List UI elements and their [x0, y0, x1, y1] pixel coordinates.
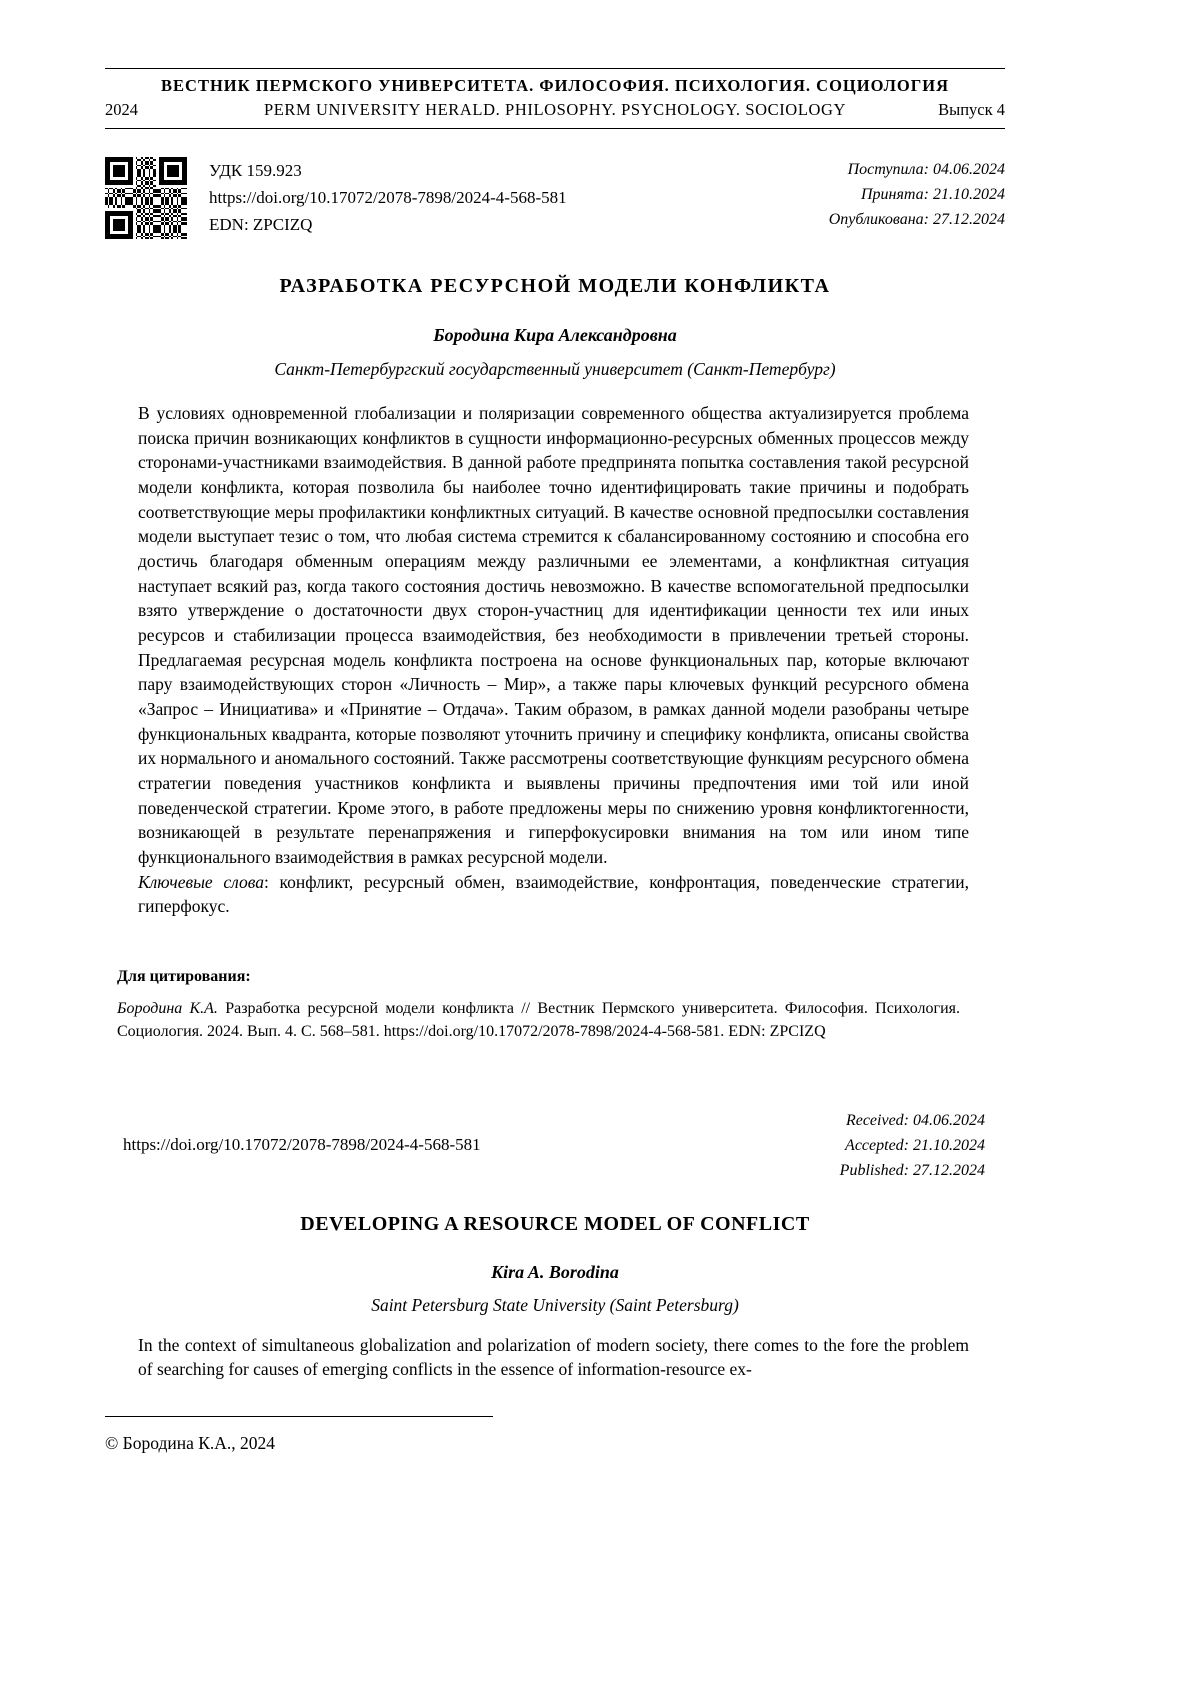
document-page [105, 0, 1005, 1454]
accepted-date-ru: Принята: 21.10.2024 [860, 186, 1005, 203]
abstract-text-en: In the context of simultaneous globalization and polarization of modern society, there comes to the fore the problem of searching for causes of emerging conflicts in the essence of information-resource ex- [138, 1334, 969, 1380]
affiliation-ru: Санкт-Петербургский государственный университет (Санкт-Петербург) [274, 359, 836, 379]
abstract-text-ru: В условиях одновременной глобализации и поляризации современного общества актуализируется проблема поиска причин возникающих конфликтов в сущности информационно-ресурсных обменных процессов между сторонами-участниками взаимодействия. В данной работе предпринята попытка составления такой ресурсной модели конфликта, которая позволила бы наиболее точно идентифицировать такие причины и подобрать соответствующие меры профилактики конфликтных ситуаций. В качестве основной предпосылки составления модели выступает тезис о том, что любая система стремится к сбалансированному состоянию и способна его достичь благодаря обменным операциям между различными ее элементами, а конфликтная ситуация наступает всякий раз, когда такого состояния достичь невозможно. В качестве вспомогательной предпосылки взято утверждение о достаточности двух сторон-участниц для идентификации ценности тех или иных ресурсов и стабилизации процесса взаимодействия, без необходимости в привлечении третьей стороны. Предлагаемая ресурсная модель конфликта построена на основе функциональных пар, которые включают пару взаимодействующих сторон «Личность – Мир», а также пары ключевых функций ресурсного обмена «Запрос – Инициатива» и «Принятие – Отдача». Таким образом, в рамках данной модели разобраны четыре функциональных квадранта, которые позволяют уточнить причину и специфику конфликта, описаны свойства их нормального и аномального состояний. Также рассмотрены соответствующие функциям ресурсного обмена стратегии поведения участников конфликта и выявлены причины предпочтения ими той или иной поведенческой стратегии. Кроме этого, в работе предложены меры по снижению уровня конфликтогенности, возникающей в результате перенапряжения и гиперфокусировки внимания на том или ином типе функционального взаимодействия в рамках ресурсной модели. [138, 403, 969, 868]
keywords-label-ru: Ключевые слова [138, 871, 264, 892]
qr-finder-top-right [159, 157, 187, 185]
citation-label: Для цитирования: [117, 968, 251, 986]
doi-link-ru: https://doi.org/10.17072/2078-7898/2024-4-568-581 [209, 188, 567, 207]
journal-year: 2024 [105, 100, 138, 119]
citation-author: Бородина К.А. [117, 1000, 218, 1018]
abstract-block-ru [105, 401, 1005, 919]
header-bottom-rule [105, 128, 1005, 129]
page-footer [105, 1416, 1005, 1454]
citation-text [117, 997, 960, 1043]
article-title-en: DEVELOPING A RESOURCE MODEL OF CONFLICT [300, 1212, 810, 1235]
journal-title-ru: ВЕСТНИК ПЕРМСКОГО УНИВЕРСИТЕТА. ФИЛОСОФИЯ. ПСИХОЛОГИЯ. СОЦИОЛОГИЯ [161, 76, 949, 95]
header-top-rule [105, 68, 1005, 69]
author-name-ru: Бородина Кира Александровна [433, 325, 677, 345]
journal-header [105, 68, 1005, 129]
udc-code: УДК 159.923 [209, 161, 302, 180]
edn-code: EDN: ZPCIZQ [209, 215, 313, 234]
received-date-en: Received: 04.06.2024 [845, 1111, 985, 1129]
keywords-text-ru: : конфликт, ресурсный обмен, взаимодействие, конфронтация, поведенческие стратегии, гиперфокус. [138, 871, 969, 917]
dates-block-ru [829, 157, 1005, 239]
citation-body: Разработка ресурсной модели конфликта // Вестник Пермского университета. Философия. Психология. Социология. 2024. Вып. 4. С. 568–581. https://doi.org/10.17072/2078-7898/2024-4-568-581. EDN: ZPCIZQ [117, 1000, 961, 1041]
doi-link-en: https://doi.org/10.17072/2078-7898/2024-4-568-581 [123, 1135, 481, 1155]
dates-block-en [840, 1108, 1005, 1183]
keywords-line-ru [138, 870, 969, 919]
article-identifiers [209, 157, 567, 239]
qr-finder-bottom-left [105, 211, 133, 239]
journal-subtitle-row [105, 100, 1005, 120]
author-name-en: Kira A. Borodina [491, 1261, 619, 1282]
accepted-date-en: Accepted: 21.10.2024 [845, 1136, 985, 1154]
received-date-ru: Поступила: 04.06.2024 [847, 161, 1005, 178]
article-meta-en [105, 1108, 1005, 1183]
copyright-notice: © Бородина К.А., 2024 [105, 1433, 276, 1454]
qr-finder-top-left [105, 157, 133, 185]
footnote-rule [105, 1416, 493, 1417]
citation-block [105, 965, 1005, 1044]
journal-issue: Выпуск 4 [938, 100, 1005, 119]
qr-code-icon [105, 157, 187, 239]
journal-title-en: PERM UNIVERSITY HERALD. PHILOSOPHY. PSYCHOLOGY. SOCIOLOGY [263, 100, 847, 119]
article-meta-ru [105, 157, 1005, 239]
article-title-ru: РАЗРАБОТКА РЕСУРСНОЙ МОДЕЛИ КОНФЛИКТА [279, 275, 831, 297]
published-date-en: Published: 27.12.2024 [839, 1161, 985, 1179]
published-date-ru: Опубликована: 27.12.2024 [828, 211, 1005, 228]
affiliation-en: Saint Petersburg State University (Saint Petersburg) [371, 1294, 739, 1315]
